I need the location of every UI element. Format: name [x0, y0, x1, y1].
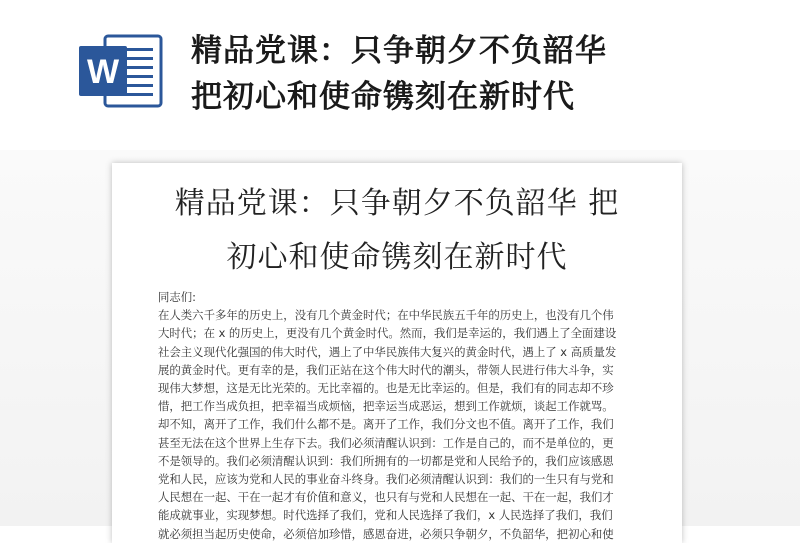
header-title-line-1: 精品党课：只争朝夕不负韶华 [191, 33, 607, 69]
header-banner [0, 0, 800, 160]
document-title-line-1: 精品党课：只争朝夕不负韶华 把 [174, 186, 620, 221]
body-line: 社会主义现代化强国的伟大时代，遇上了中华民族伟大复兴的黄金时代，遇上了 x 高质量发 [158, 344, 617, 359]
header-title-line-2: 把初心和使命镌刻在新时代 [191, 79, 575, 115]
body-line: 大时代；在 x 的历史上，更没有几个黄金时代。然而，我们是幸运的，我们遇上了全面建设 [158, 326, 617, 341]
body-line: 惜，把工作当成负担，把幸福当成烦恼，把幸运当成恶运，想到工作就烦，谈起工作就骂。 [158, 399, 614, 414]
body-line: 同志们: [158, 290, 197, 304]
header-title [191, 28, 791, 120]
document-body [158, 288, 642, 543]
document-title [112, 177, 682, 285]
body-line: 不是领导的。我们必须清醒认识到：我们所拥有的一切都是党和人民给予的，我们应该感恩 [158, 453, 614, 468]
body-line: 却不知，离开了工作，我们什么都不是。离开了工作，我们分文也不值。离开了工作，我们 [158, 417, 614, 432]
document-page [112, 163, 682, 543]
body-line: 就必须担当起历史使命，必须倍加珍惜，感恩奋进，必须只争朝夕，不负韶华，把初心和使 [158, 526, 614, 541]
body-line: 党和人民，应该为党和人民的事业奋斗终身。我们必须清醒认识到：我们的一生只有与党和 [158, 472, 614, 487]
body-line: 现伟大梦想，这是无比光荣的。无比幸福的。也是无比幸运的。但是，我们有的同志却不珍 [158, 381, 614, 396]
body-line: 甚至无法在这个世界上生存下去。我们必须清醒认识到：工作是自己的，而不是单位的，更 [158, 435, 614, 450]
body-line: 人民想在一起、干在一起才有价值和意义，也只有与党和人民想在一起、干在一起，我们才 [158, 490, 614, 505]
word-document-icon [77, 32, 165, 108]
document-title-line-2: 初心和使命镌刻在新时代 [226, 240, 568, 275]
body-line: 展的黄金时代。更有幸的是，我们正站在这个伟大时代的潮头，带领人民进行伟大斗争，实 [158, 362, 614, 377]
word-icon-letter: W [86, 53, 120, 91]
body-line: 在人类六千多年的历史上，没有几个黄金时代；在中华民族五千年的历史上，也没有几个伟 [158, 308, 614, 323]
body-line: 能成就事业，实现梦想。时代选择了我们，党和人民选择了我们，x 人民选择了我们，我们 [158, 508, 613, 523]
